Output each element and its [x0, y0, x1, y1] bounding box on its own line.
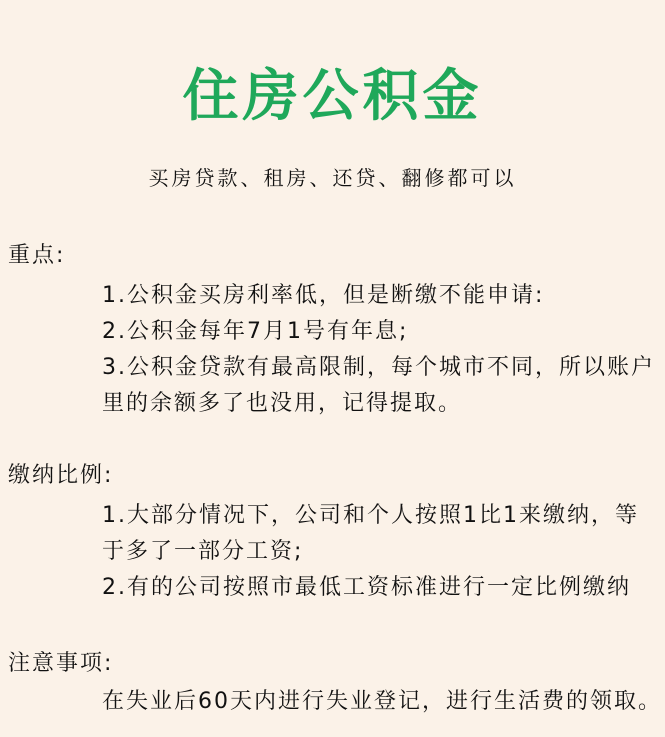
contribution-line: 于多了一部分工资;	[102, 539, 304, 564]
contribution-line: 1.大部分情况下，公司和个人按照1比1来缴纳，等	[102, 503, 639, 528]
page-subtitle: 买房贷款、租房、还贷、翻修都可以	[148, 166, 517, 190]
key-point-line: 里的余额多了也没用，记得提取。	[102, 391, 463, 416]
section-heading-key-points: 重点:	[8, 243, 66, 268]
page-title: 住房公积金	[182, 63, 483, 129]
key-point-line: 1.公积金买房利率低，但是断缴不能申请:	[102, 283, 545, 308]
key-point-line: 2.公积金每年7月1号有年息;	[102, 319, 409, 344]
section-heading-notes: 注意事项:	[8, 651, 114, 676]
note-line: 在失业后60天内进行失业登记，进行生活费的领取。	[102, 689, 662, 714]
contribution-line: 2.有的公司按照市最低工资标准进行一定比例缴纳	[102, 575, 631, 600]
key-point-line: 3.公积金贷款有最高限制，每个城市不同，所以账户	[102, 355, 655, 380]
section-heading-contribution-ratio: 缴纳比例:	[8, 463, 114, 488]
